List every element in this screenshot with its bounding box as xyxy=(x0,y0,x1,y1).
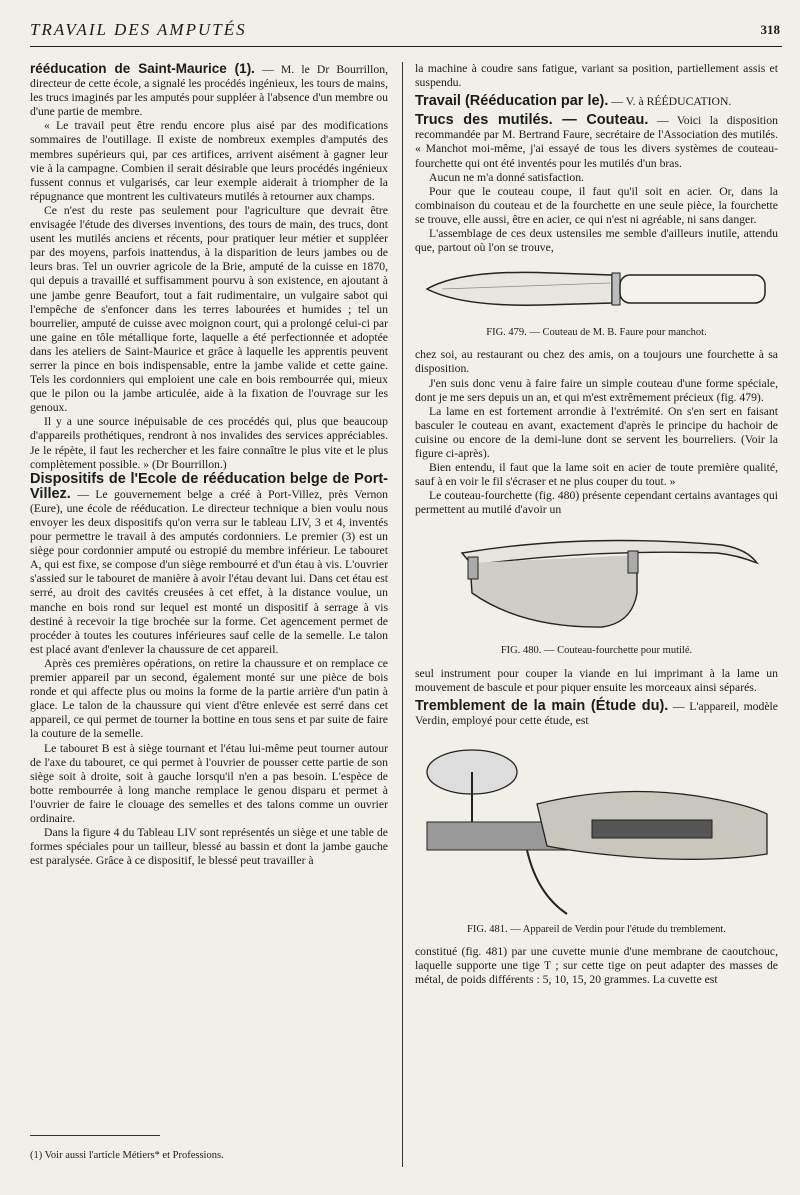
running-header xyxy=(30,20,780,44)
figure-caption: FIG. 481. — Appareil de Verdin pour l'étude du tremblement. xyxy=(467,923,726,935)
verdin-apparatus-illustration xyxy=(417,734,777,920)
paragraph: Le couteau-fourchette (fig. 480) présente cependant certains avantages qui permettent au mutilé d'avoir un xyxy=(415,489,778,517)
paragraph: Travail (Rééducation par le). — V. à RÉÉDUCATION. xyxy=(415,93,732,110)
paragraph: Trucs des mutilés. — Couteau. — Voici la disposition recommandée par M. Bertrand Faure, secrétaire de l'Association des mutilés. « Manchot moi-même, j'ai essayé de tous les divers systèmes de couteau-fourchette qui ont été inventés pour les mutilés d'un bras. xyxy=(415,112,778,170)
running-title: TRAVAIL DES AMPUTÉS xyxy=(30,20,247,39)
entry-heading: Tremblement de la main (Étude du). xyxy=(415,697,669,714)
left-column xyxy=(30,62,388,1162)
column-divider xyxy=(402,62,403,1167)
paragraph: La lame en est fortement arrondie à l'extrémité. On s'en sert en faisant basculer le couteau en avant, exactement d'après le principe du hachoir de cuisine ou encore de la demi-lune dont se servent les bourreliers. (Voir la figure ci-après). xyxy=(415,404,778,460)
entry-heading: Trucs des mutilés. — Couteau. xyxy=(415,112,649,129)
paragraph: L'assemblage de ces deux ustensiles me semble d'ailleurs inutile, attendu que, partout où l'on se trouve, xyxy=(415,227,778,255)
paragraph: « Le travail peut être rendu encore plus aisé par des modifications sommaires de l'outillage. Il existe de nombreux exemples d'amputés des membres supérieurs qui, par ces artifices, arrivent aisément à gagner leur vie à la campagne. Combien il serait désirable que leurs procédés ingénieux fussent connus et vulgarisés, car leur exemple aiderait à triompher de la répugnance que montrent les cultivateurs mutilés à retourner aux champs. xyxy=(30,119,388,203)
header-rule xyxy=(30,46,782,47)
page-number: 318 xyxy=(760,22,780,37)
paragraph: Le tabouret B est à siège tournant et l'étau lui-même peut tourner autour de l'axe du tabouret, ce qui permet à l'ouvrier de pousser cette partie de son siège soit à droite, soit à gauche lorsqu'il n'en a pas besoin. L'espèce de botte rembourrée à long manche remplace le genou disparu et permet à l'ouvrier de faire le clouage des semelles et des talons comme un ouvrier ordinaire. xyxy=(30,741,388,825)
figure-480 xyxy=(415,523,778,658)
footnote: (1) Voir aussi l'article Métiers* et Professions. xyxy=(30,1150,224,1161)
paragraph: rééducation de Saint-Maurice (1). — M. le Dr Bourrillon, directeur de cette école, a signalé les procédés ingénieux, les tours de mains, les trucs imaginés par les amputés pour suppléer à l'absence d'un membre ou d'une partie de membre. xyxy=(30,61,388,119)
paragraph: Ce n'est du reste pas seulement pour l'agriculture que devrait être envisagée l'étude des diverses inventions, des tours de main, des trucs, dont usent les mutilés anciens et récents, pour pratiquer leur métier et suppléer par des moyens, parfois inattendus, à la disparition de leurs jambes ou de leurs bras. Tel un ouvrier agricole de la Brie, amputé de la cuisse en 1870, qui depuis a travaillé et suffisamment pourvu à son existence, en ajoutant à une jambe genre Beaufort, tout a fait rudimentaire, un vulgaire sabot qui l'empêche de s'enfoncer dans les terres labourées et humides ; tel un bourrelier, amputé de cuisse avec moignon court, qui a prolongé celui-ci par une gaine en tôle métallique forte, laquelle a été perfectionnée et adoptée dans les ateliers de Saint-Maurice et grâce à laquelle les apprentis peuvent serrer la pince en bois indispensable, entre la jambe valide et cette gaine. Tels les cordonniers qui emploient une cale en bois rembourrée qui, mieux que le pilon ou la jambe articulée, aide à la fixation de l'ouvrage sur les genoux. xyxy=(30,203,388,415)
entry-heading: Dispositifs de l'Ecole de rééducation belge de Port-Villez. xyxy=(30,470,388,502)
right-column xyxy=(415,62,778,1172)
figure-caption: FIG. 480. — Couteau-fourchette pour mutilé. xyxy=(500,645,693,657)
figure-479 xyxy=(415,261,778,340)
footnote-rule xyxy=(30,1135,160,1136)
paragraph: Il y a une source inépuisable de ces procédés qui, plus que beaucoup d'appareils prothétiques, rendront à nos invalides des services appréciables. Je le répète, il faut les rechercher et les faire connaître le plus vite et le plus complètement possible. » (Dr Bourrillon.) xyxy=(30,415,388,471)
paragraph: la machine à coudre sans fatigue, variant sa position, partiellement assis et suspendu. xyxy=(415,62,778,90)
knife-illustration xyxy=(422,261,772,323)
paragraph: Tremblement de la main (Étude du). — L'appareil, modèle Verdin, employé pour cette étude, est xyxy=(415,697,778,727)
paragraph: Dispositifs de l'Ecole de rééducation belge de Port-Villez. — Le gouvernement belge a créé à Port-Villez, près Vernon (Eure), une école de rééducation. Le directeur technique a bien voulu nous envoyer les deux dispositifs qu'on verra sur le tableau LIV, 3 et 4, inventés pour permettre le travail à des amputés cordonniers. Le premier (3) est un siège pour cordonnier amputé ou estropié du membre inférieur. Le tabouret A, qui est fixe, se compose d'un siège rembourré et d'un étau à vis. L'ouvrier s'assied sur le tabouret de manière à avoir l'étau devant lui. Dans cet étau est serré, au droit des cavités creusées à cet effet, à la distance voulue, un manche en bois rond sur lequel est monté un dispositif à serrage à vis destiné à recevoir la tige brochée sur la forme. Cet agencement permet de procéder à toutes les coutures inférieures sauf celle de la semelle. Le talon est placé avant d'enlever la chaussure de cet appareil. xyxy=(30,470,388,656)
paragraph: J'en suis donc venu à faire faire un simple couteau d'une forme spéciale, dont je me sers depuis un an, et qui m'est extrêmement précieux (fig. 479). xyxy=(415,376,778,404)
paragraph: Bien entendu, il faut que la lame soit en acier de toute première qualité, sauf à en voir le fil s'écraser et ne plus couper du tout. » xyxy=(415,461,778,489)
paragraph: chez soi, au restaurant ou chez des amis, on a toujours une fourchette à sa disposition. xyxy=(415,348,778,376)
knife-fork-illustration xyxy=(432,523,762,641)
paragraph: Aucun ne m'a donné satisfaction. xyxy=(429,170,584,184)
figure-481 xyxy=(415,734,778,937)
paragraph: Dans la figure 4 du Tableau LIV sont représentés un siège et une table de formes spéciales pour un tailleur, blessé au bassin et dont la jambe gauche est paralysée. Grâce à ce dispositif, le blessé peut travailler à xyxy=(30,826,388,868)
figure-caption: FIG. 479. — Couteau de M. B. Faure pour manchot. xyxy=(486,327,707,339)
paragraph: Pour que le couteau coupe, il faut qu'il soit en acier. Or, dans la combinaison du couteau et de la fourchette en une seule pièce, la fourchette se trouve, elle aussi, être en acier, ce qui n'est ni agréable, ni sans danger. xyxy=(415,184,778,226)
paragraph: seul instrument pour couper la viande en lui imprimant à la lame un mouvement de bascule et pour piquer ensuite les morceaux ainsi séparés. xyxy=(415,666,778,694)
paragraph: constitué (fig. 481) par une cuvette munie d'une membrane de caoutchouc, laquelle supporte une tige T ; sur cette tige on peut adapter des masses de métal, de poids différents : 5, 10, 15, 20 grammes. La cuvette est xyxy=(415,945,778,987)
entry-heading: rééducation de Saint-Maurice (1). xyxy=(30,61,255,76)
paragraph: Après ces premières opérations, on retire la chaussure et on remplace ce premier appareil par un second, également monté sur une pièce de bois ronde et qui affecte plus ou moins la forme de la partie arrière d'un patin à glace. Le talon de la chaussure qui vient d'être enlevée est serré dans cet appareil, ce qui permet de tourner la bottine en tous sens et par suite de faire la couture de la semelle. xyxy=(30,656,388,741)
entry-heading: Travail (Rééducation par le). xyxy=(415,93,609,110)
